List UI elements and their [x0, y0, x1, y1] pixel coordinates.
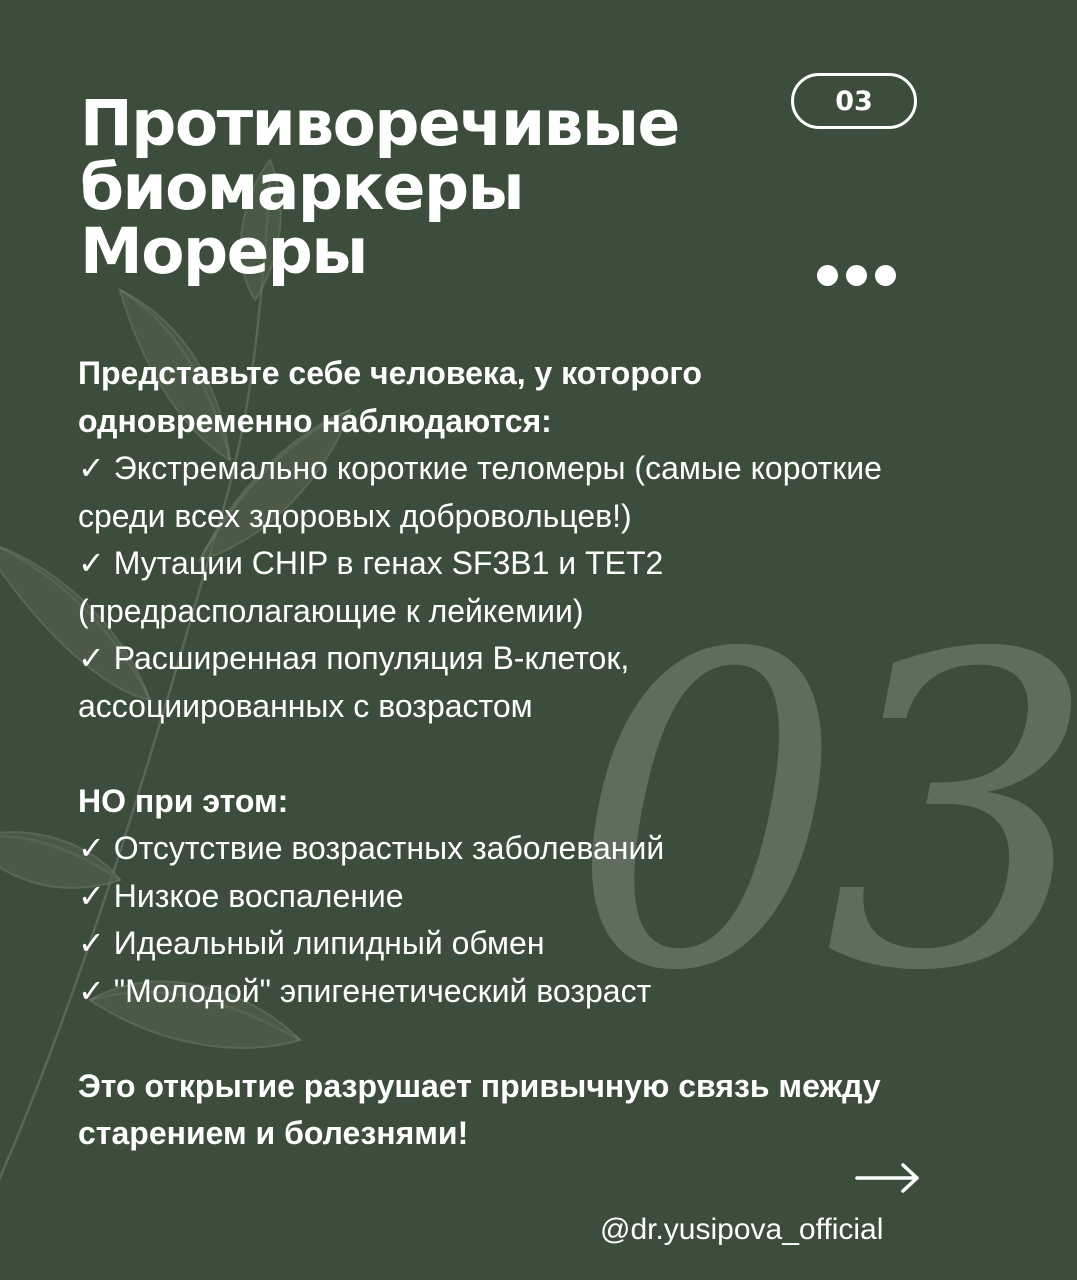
- but-heading: НО при этом:: [78, 782, 289, 819]
- page-number-badge: 03: [791, 73, 917, 129]
- arrow-right-icon[interactable]: [855, 1158, 921, 1198]
- positive-item-line: ✓ Мутации CHIP в генах SF3B1 и TET2: [78, 545, 664, 581]
- title-line: Мореры: [80, 215, 367, 288]
- positive-item-line: (предрасполагающие к лейкемии): [78, 592, 584, 629]
- but-item: ✓ Идеальный липидный обмен: [78, 925, 545, 961]
- but-item: ✓ Низкое воспаление: [78, 877, 404, 914]
- page-title: [80, 87, 780, 288]
- spacer: [78, 1015, 998, 1063]
- title-line: Противоречивые: [80, 87, 679, 160]
- dot: [846, 265, 867, 286]
- positive-item-line: ✓ Экстремально короткие теломеры (самые короткие: [78, 450, 882, 486]
- three-dots-icon[interactable]: [817, 265, 896, 286]
- conclusion-line: Это открытие разрушает привычную связь между: [78, 1067, 881, 1104]
- but-item: ✓ "Молодой" эпигенетический возраст: [78, 972, 652, 1009]
- conclusion-line: старением и болезнями!: [78, 1115, 469, 1151]
- spacer: [78, 730, 998, 778]
- author-handle[interactable]: @dr.yusipova_official: [600, 1213, 884, 1246]
- body-text: [78, 350, 998, 1158]
- positive-item-line: ассоциированных с возрастом: [78, 687, 533, 724]
- title-line: биомаркеры: [80, 151, 524, 224]
- intro-line: Представьте себе человека, у которого: [78, 355, 702, 391]
- positive-item-line: среди всех здоровых добровольцев!): [78, 497, 632, 534]
- but-item: ✓ Отсутствие возрастных заболеваний: [78, 830, 665, 866]
- dot: [817, 265, 838, 286]
- watermark-number: 03: [570, 565, 1077, 1065]
- intro-line: одновременно наблюдаются:: [78, 402, 552, 439]
- positive-item-line: ✓ Расширенная популяция B-клеток,: [78, 640, 630, 676]
- dot: [875, 265, 896, 286]
